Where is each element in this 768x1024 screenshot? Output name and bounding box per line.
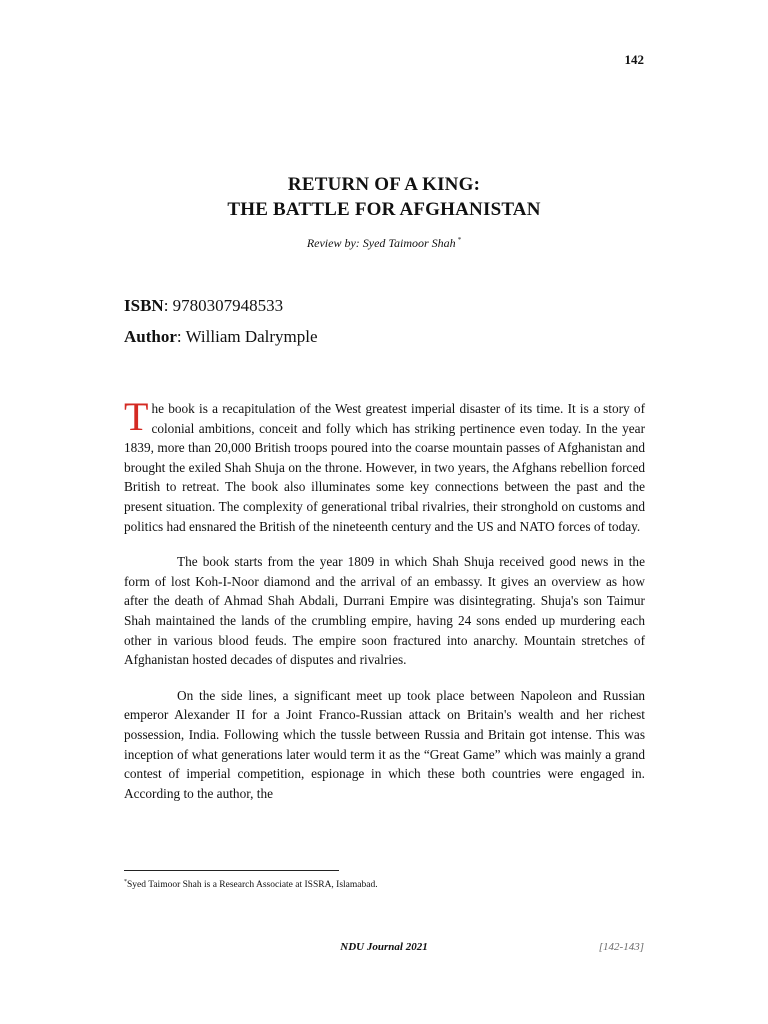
footnote-marker: * — [124, 879, 127, 885]
page-number: 142 — [624, 52, 644, 67]
footnote-text: Syed Taimoor Shah is a Research Associate at ISSRA, Islamabad. — [127, 880, 378, 891]
reviewer-byline — [0, 236, 768, 251]
isbn-line — [124, 290, 318, 321]
drop-cap: T — [124, 394, 149, 439]
title-line-1: RETURN OF A KING: — [287, 174, 481, 195]
review-body — [124, 394, 645, 819]
author-value: : William Dalrymple — [176, 327, 318, 346]
author-line — [124, 321, 318, 352]
paragraph-2: The book starts from the year 1809 in which Shah Shuja received good news in the form of lost Koh-I-Noor diamond and the arrival of an embassy. It gives an overview as how after the death of Ahmad Shah Abdali, Durrani Empire was disintegrating. Shuja's son Taimur Shah maintained the lands of the crumbling empire, having 24 sons ended up murdering each other in various blood feuds. The empire soon fractured into anarchy. Mountain stretches of Afghanistan hosted decades of disputes and rivalries. — [124, 554, 645, 668]
footnote — [124, 879, 378, 890]
paragraph-3: On the side lines, a significant meet up took place between Napoleon and Russian emperor Alexander II for a Joint Franco-Russian attack on Britain's wealth and her richest possession, India. Following which the tussle between Russia and Britain got intense. This was inception of what generations later would term it as the “Great Game” which was mainly a grand contest of imperial competition, espionage in which these both countries were engaged in. According to the author, the — [124, 687, 645, 801]
footer-page-range: [142-143] — [598, 941, 644, 953]
footer-journal: NDU Journal 2021 — [340, 941, 428, 953]
title-block — [0, 172, 768, 251]
reviewer-text: Review by: Syed Taimoor Shah — [306, 236, 456, 250]
footnote-divider — [124, 870, 339, 871]
paragraph-1-text: he book is a recapitulation of the West greatest imperial disaster of its time. It is a story of colonial ambitions, conceit and folly which has striking pertinence even today. In the year 1839, more than 20,000 British troops poured into the coarse mountain passes of Afghanistan and brought the exiled Shah Shuja on the throne. However, in two years, the Afghans rebellion forced British to retreat. The book also illuminates some key connections between the past and the present situation. The complexity of generational tribal rivalries, their stronghold on customs and politics had ensnared the British of the nineteenth century and the US and NATO forces of today. — [124, 401, 645, 534]
title-line-2: THE BATTLE FOR AFGHANISTAN — [227, 199, 541, 220]
paragraph-1 — [124, 394, 645, 536]
reviewer-footnote-marker: * — [457, 236, 462, 244]
book-info — [124, 290, 318, 352]
author-label: Author — [124, 327, 177, 346]
isbn-label: ISBN — [124, 296, 164, 315]
isbn-value: : 9780307948533 — [163, 296, 284, 315]
